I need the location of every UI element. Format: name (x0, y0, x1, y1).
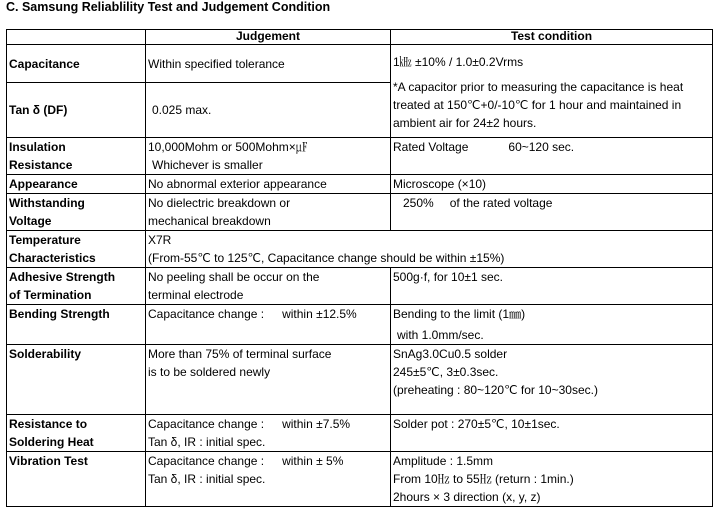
header-judgement: Judgement (146, 30, 391, 45)
judgement-withstanding (146, 194, 391, 231)
row-withstanding (7, 194, 713, 231)
judgement-capacitance: Within specified tolerance (146, 45, 391, 83)
item-insulation (7, 138, 146, 175)
temperature-class: X7R (148, 233, 172, 247)
judgement-vibration-label: Capacitance change : (148, 454, 265, 468)
test-withstanding-text: of the rated voltage (449, 196, 553, 210)
row-vibration (7, 452, 713, 507)
judgement-appearance: No abnormal exterior appearance (146, 175, 391, 194)
test-withstanding (391, 194, 713, 231)
item-vibration: Vibration Test (7, 452, 146, 507)
item-resistance-heat-line2: Soldering Heat (9, 435, 94, 449)
item-solderability: Solderability (7, 345, 146, 415)
item-temperature-line1: Temperature (9, 233, 81, 247)
judgement-tan-delta: 0.025 max. (146, 83, 391, 138)
judgement-resistance-heat-label: Capacitance change : (148, 417, 265, 431)
judgement-bending-label: Capacitance change : (148, 307, 265, 321)
test-solderability-line2: 245±5℃, 3±0.3sec. (393, 365, 499, 379)
item-adhesive-line1: Adhesive Strength (9, 270, 116, 284)
judgement-solderability-line2: is to be soldered newly (148, 365, 271, 379)
judgement-solderability (146, 345, 391, 415)
item-temperature (7, 231, 146, 268)
test-frequency: 1㎑ ±10% / 1.0±0.2Vrms (393, 55, 524, 69)
item-withstanding-line2: Voltage (9, 214, 52, 228)
judgement-resistance-heat-line2: Tan δ, IR : initial spec. (148, 435, 266, 449)
test-solderability (391, 345, 713, 415)
test-heat-note-3: ambient air for 24±2 hours. (393, 116, 537, 130)
row-bending (7, 305, 713, 345)
item-insulation-line1: Insulation (9, 140, 66, 154)
row-solderability (7, 345, 713, 415)
row-capacitance (7, 45, 713, 83)
judgement-withstanding-line1: No dielectric breakdown or (148, 196, 291, 210)
judgement-adhesive (146, 268, 391, 305)
item-appearance: Appearance (7, 175, 146, 194)
test-adhesive: 500g·f, for 10±1 sec. (391, 268, 713, 305)
header-test-condition: Test condition (391, 30, 713, 45)
row-appearance (7, 175, 713, 194)
judgement-bending (146, 305, 391, 345)
test-heat-note-1: *A capacitor prior to measuring the capacitance is heat (393, 80, 684, 94)
item-adhesive (7, 268, 146, 305)
judgement-adhesive-line1: No peeling shall be occur on the (148, 270, 320, 284)
test-insulation (391, 138, 713, 175)
header-row (7, 30, 713, 45)
header-item (7, 30, 146, 45)
item-adhesive-line2: of Termination (9, 288, 92, 302)
test-vibration-line1: Amplitude : 1.5mm (393, 454, 494, 468)
item-resistance-heat-line1: Resistance to (9, 417, 88, 431)
test-insulation-label: Rated Voltage (393, 140, 469, 154)
item-capacitance: Capacitance (7, 45, 146, 83)
test-bending-line1: Bending to the limit (1㎜) (393, 307, 526, 321)
item-insulation-line2: Resistance (9, 158, 73, 172)
judgement-bending-value: within ±12.5% (282, 307, 357, 321)
reliability-table (6, 29, 713, 507)
judgement-adhesive-line2: terminal electrode (148, 288, 244, 302)
test-resistance-heat: Solder pot : 270±5℃, 10±1sec. (391, 415, 713, 452)
test-bending (391, 305, 713, 345)
test-solderability-line3: (preheating : 80~120℃ for 10~30sec.) (393, 383, 598, 397)
judgement-withstanding-line2: mechanical breakdown (148, 214, 271, 228)
item-tan-delta: Tan δ (DF) (7, 83, 146, 138)
judgement-solderability-line1: More than 75% of terminal surface (148, 347, 332, 361)
item-temperature-line2: Characteristics (9, 251, 96, 265)
test-vibration-line2: From 10㎐ to 55㎐ (return : 1min.) (393, 472, 574, 486)
item-bending: Bending Strength (7, 305, 146, 345)
item-withstanding (7, 194, 146, 231)
judgement-insulation-line2: Whichever is smaller (152, 158, 263, 172)
test-solderability-line1: SnAg3.0Cu0.5 solder (393, 347, 508, 361)
row-insulation (7, 138, 713, 175)
temperature-range: (From-55℃ to 125℃, Capacitance change should be within ±15%) (148, 251, 505, 265)
row-temperature (7, 231, 713, 268)
test-insulation-value: 60~120 sec. (508, 140, 575, 154)
judgement-insulation (146, 138, 391, 175)
row-resistance-heat (7, 415, 713, 452)
test-vibration (391, 452, 713, 507)
item-withstanding-line1: Withstanding (9, 196, 85, 210)
row-adhesive (7, 268, 713, 305)
judgement-vibration-line2: Tan δ, IR : initial spec. (148, 472, 266, 486)
test-vibration-line3: 2hours × 3 direction (x, y, z) (393, 490, 541, 504)
page-title: C. Samsung Reliablility Test and Judgement Condition (6, 0, 331, 14)
temperature-spec (146, 231, 713, 268)
judgement-resistance-heat (146, 415, 391, 452)
test-heat-note-2: treated at 150℃+0/-10℃ for 1 hour and maintained in (393, 98, 682, 112)
test-withstanding-percent: 250% (403, 196, 434, 210)
test-bending-line2: with 1.0mm/sec. (397, 328, 484, 342)
judgement-resistance-heat-value: within ±7.5% (282, 417, 351, 431)
test-appearance: Microscope (×10) (391, 175, 713, 194)
test-capacitance-tan (391, 45, 713, 138)
judgement-insulation-line1: 10,000Mohm or 500Mohm×㎌ (148, 140, 308, 154)
judgement-vibration-value: within ± 5% (282, 454, 344, 468)
judgement-vibration (146, 452, 391, 507)
item-resistance-heat (7, 415, 146, 452)
